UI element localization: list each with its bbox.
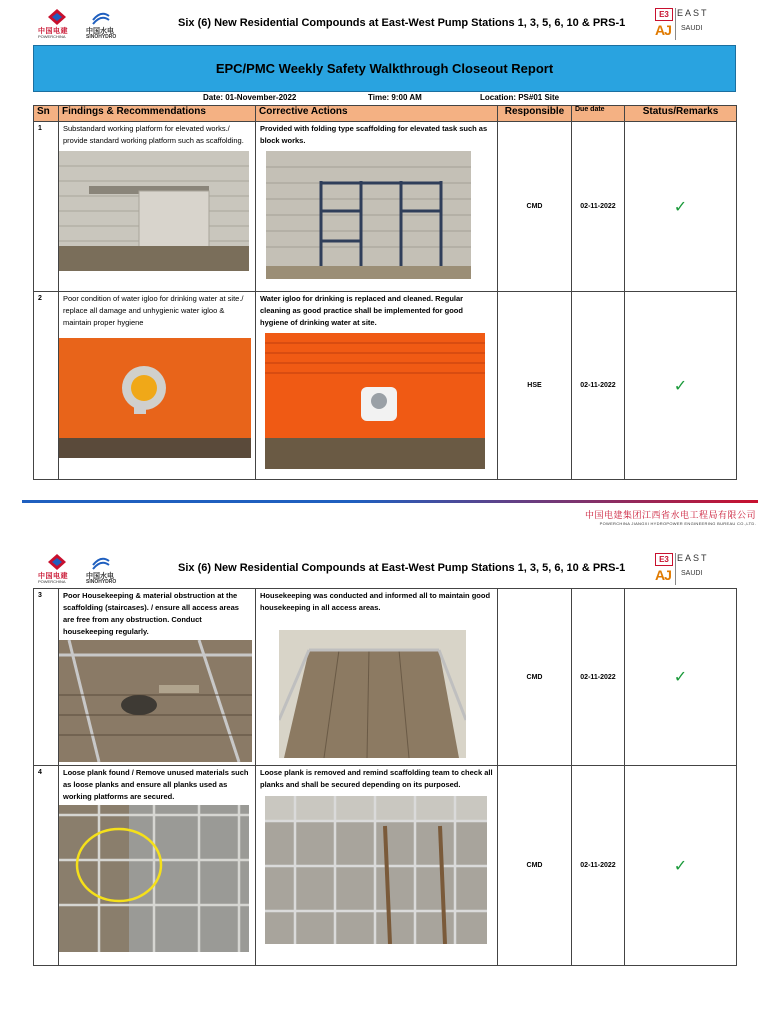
east-aj-saudi-logo bbox=[655, 8, 713, 40]
due-date-cell: 02-11-2022 bbox=[572, 766, 625, 966]
col-header-due-date: Due date bbox=[572, 106, 625, 122]
project-title: Six (6) New Residential Compounds at East-West Pump Stations 1, 3, 5, 6, 10 & PRS-1 bbox=[178, 17, 626, 29]
col-header-responsible: Responsible bbox=[498, 106, 572, 122]
action-text: Provided with folding type scaffolding for elevated task such as block works. bbox=[260, 124, 488, 145]
responsible-cell: CMD bbox=[498, 589, 572, 766]
finding-cell bbox=[59, 122, 256, 292]
aj-mark: AJ bbox=[655, 567, 671, 583]
east-aj-saudi-logo bbox=[655, 553, 713, 585]
status-check-icon: ✓ bbox=[625, 589, 737, 766]
finding-text: Poor Housekeeping & material obstruction at the scaffolding (staircases). / ensure all access areas are free from any obstruction. Conduct housekeeping regularly. bbox=[63, 591, 239, 636]
status-check-icon: ✓ bbox=[625, 292, 737, 480]
due-date-cell: 02-11-2022 bbox=[572, 589, 625, 766]
report-location: Location: PS#01 Site bbox=[480, 93, 560, 102]
finding-text: Loose plank found / Remove unused materials such as loose planks and ensure all planks used as working platforms are secured. bbox=[63, 768, 249, 801]
logo-en-label-2: SINOHYDRO bbox=[86, 579, 117, 585]
responsible-cell: HSE bbox=[498, 292, 572, 480]
saudi-label: SAUDI bbox=[681, 570, 703, 577]
finding-cell bbox=[59, 766, 256, 966]
findings-table-page-2 bbox=[33, 588, 737, 966]
row-sn: 1 bbox=[34, 122, 59, 292]
action-cell bbox=[256, 292, 498, 480]
status-check-icon: ✓ bbox=[625, 122, 737, 292]
sinohydro-logo-icon bbox=[90, 8, 112, 26]
finding-cell bbox=[59, 589, 256, 766]
e3-mark: E3 bbox=[655, 553, 673, 566]
logo-divider bbox=[675, 553, 676, 585]
footer-divider bbox=[22, 500, 758, 503]
logo-cn-label: 中国电建 bbox=[38, 573, 68, 580]
saudi-label: SAUDI bbox=[681, 25, 703, 32]
finding-photo-loose-plank bbox=[59, 805, 249, 952]
action-cell bbox=[256, 122, 498, 292]
findings-table-page-1 bbox=[33, 105, 737, 480]
logo-divider bbox=[675, 8, 676, 40]
action-photo-new-igloo bbox=[265, 333, 485, 469]
aj-mark: AJ bbox=[655, 22, 671, 38]
col-header-actions: Corrective Actions bbox=[256, 106, 498, 122]
e3-mark: E3 bbox=[655, 8, 673, 21]
page-header bbox=[33, 5, 735, 41]
due-date-cell: 02-11-2022 bbox=[572, 292, 625, 480]
action-text: Water igloo for drinking is replaced and cleaned. Regular cleaning as good practice shall be implemented for good hygiene of drinking water at site. bbox=[260, 294, 464, 327]
logo-cn-label-2: 中国水电 bbox=[86, 28, 114, 35]
action-photo-folding-scaffold bbox=[266, 151, 471, 279]
logo-en-label: POWERCHINA bbox=[38, 579, 66, 584]
report-time: Time: 9:00 AM bbox=[368, 93, 422, 102]
action-text: Loose plank is removed and remind scaffolding team to check all planks and shall be secured depending on its purposed. bbox=[260, 768, 493, 789]
powerchina-sinohydro-logo bbox=[38, 553, 128, 585]
finding-photo-block-walls bbox=[59, 151, 249, 271]
row-sn: 2 bbox=[34, 292, 59, 480]
powerchina-logo-icon bbox=[46, 8, 68, 26]
action-cell bbox=[256, 589, 498, 766]
east-label: EAST bbox=[677, 553, 709, 563]
project-title: Six (6) New Residential Compounds at East-West Pump Stations 1, 3, 5, 6, 10 & PRS-1 bbox=[178, 562, 626, 574]
sinohydro-logo-icon bbox=[90, 553, 112, 571]
footer-company-cn: 中国电建集团江西省水电工程局有限公司 bbox=[584, 510, 756, 520]
finding-photo-damaged-igloo bbox=[59, 338, 251, 458]
col-header-status: Status/Remarks bbox=[625, 106, 737, 122]
logo-cn-label: 中国电建 bbox=[38, 28, 68, 35]
page-header bbox=[33, 550, 735, 586]
status-check-icon: ✓ bbox=[625, 766, 737, 966]
action-cell bbox=[256, 766, 498, 966]
col-header-findings: Findings & Recommendations bbox=[59, 106, 256, 122]
action-text: Housekeeping was conducted and informed all to maintain good housekeeping in all access areas. bbox=[260, 591, 491, 612]
finding-photo-obstructed-stairs bbox=[59, 640, 252, 762]
finding-cell bbox=[59, 292, 256, 480]
footer-company bbox=[585, 508, 756, 526]
table-row bbox=[34, 766, 737, 966]
finding-text: Poor condition of water igloo for drinking water at site./ replace all damage and unhygienic water igloo & maintain proper hygiene bbox=[63, 294, 244, 327]
powerchina-logo-icon bbox=[46, 553, 68, 571]
footer-company-en: POWERCHINA JIANGXI HYDROPOWER ENGINEERING BUREAU CO.,LTD. bbox=[599, 521, 756, 526]
logo-cn-label-2: 中国水电 bbox=[86, 573, 114, 580]
table-row bbox=[34, 589, 737, 766]
report-meta bbox=[33, 91, 736, 105]
due-date-cell: 02-11-2022 bbox=[572, 122, 625, 292]
row-sn: 3 bbox=[34, 589, 59, 766]
table-row bbox=[34, 292, 737, 480]
responsible-cell: CMD bbox=[498, 122, 572, 292]
row-sn: 4 bbox=[34, 766, 59, 966]
finding-text: Substandard working platform for elevated works./ provide standard working platform such as scaffolding. bbox=[63, 124, 244, 145]
table-row bbox=[34, 122, 737, 292]
logo-en-label-2: SINOHYDRO bbox=[86, 34, 117, 40]
action-photo-clean-stairs bbox=[279, 630, 466, 758]
east-label: EAST bbox=[677, 8, 709, 18]
col-header-sn: Sn bbox=[34, 106, 59, 122]
powerchina-sinohydro-logo bbox=[38, 8, 128, 40]
responsible-cell: CMD bbox=[498, 766, 572, 966]
action-photo-secured-scaffold bbox=[265, 796, 487, 944]
logo-en-label: POWERCHINA bbox=[38, 34, 66, 39]
report-date: Date: 01-November-2022 bbox=[203, 93, 297, 102]
report-title: EPC/PMC Weekly Safety Walkthrough Closeout Report bbox=[33, 45, 736, 92]
table-header-row bbox=[34, 106, 737, 122]
